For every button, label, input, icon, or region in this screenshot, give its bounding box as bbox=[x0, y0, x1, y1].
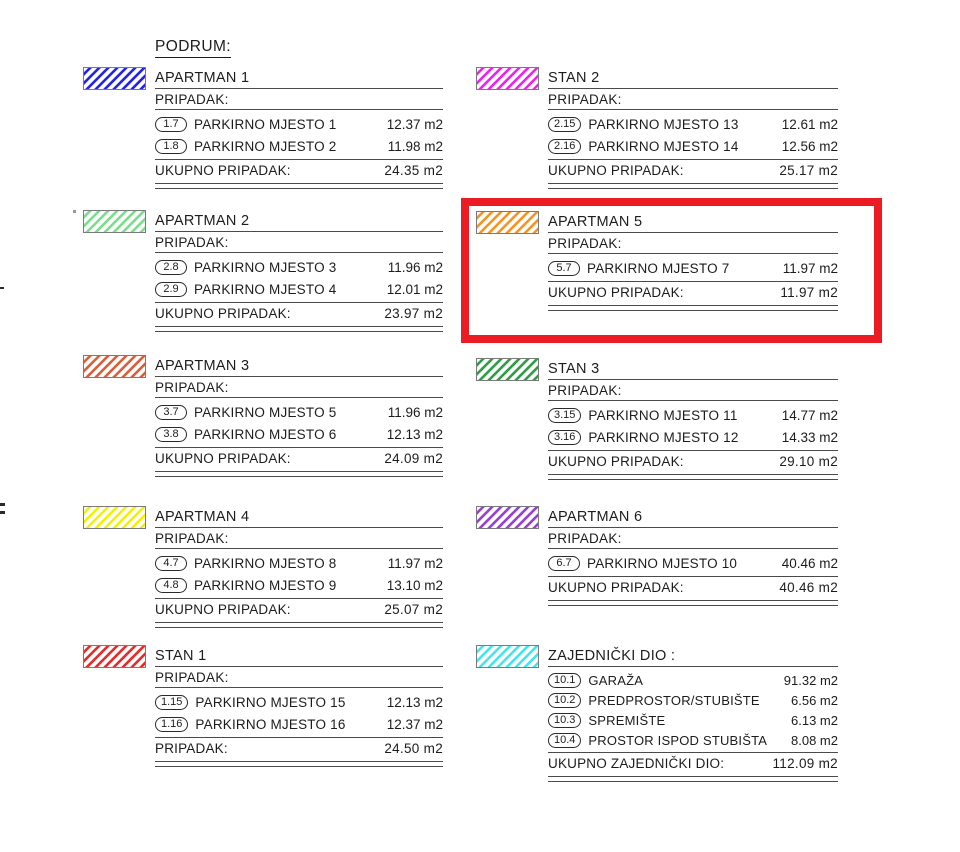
double-underline bbox=[155, 183, 443, 189]
section-title: STAN 2 bbox=[548, 70, 838, 89]
row-label: PARKIRNO MJESTO 12 bbox=[588, 429, 739, 445]
table-row bbox=[548, 710, 838, 730]
table-row bbox=[155, 713, 443, 735]
hatch-swatch-apartman-5 bbox=[476, 211, 539, 234]
row-label: PARKIRNO MJESTO 13 bbox=[588, 116, 739, 132]
unit-rows bbox=[155, 552, 443, 596]
table-row bbox=[155, 401, 443, 423]
row-label: PARKIRNO MJESTO 4 bbox=[194, 281, 337, 297]
table-row bbox=[155, 113, 443, 135]
row-label: PREDPROSTOR/STUBIŠTE bbox=[588, 692, 760, 708]
hatch-swatch-apartman-2 bbox=[83, 210, 146, 233]
total-row bbox=[155, 448, 443, 469]
hatch-swatch-apartman-4 bbox=[83, 506, 146, 529]
unit-number-badge: 6.7 bbox=[548, 556, 580, 571]
unit-number-badge: 2.8 bbox=[155, 260, 187, 275]
unit-number-badge: 1.7 bbox=[155, 117, 187, 132]
section-zajedni-ki-dio bbox=[548, 648, 838, 782]
table-row bbox=[548, 730, 838, 750]
row-area-value: 11.96 m2 bbox=[387, 259, 443, 275]
unit-rows bbox=[155, 401, 443, 445]
section-apartman-1 bbox=[155, 70, 443, 189]
row-label: PARKIRNO MJESTO 2 bbox=[194, 138, 337, 154]
table-row bbox=[155, 552, 443, 574]
unit-number-badge: 10.4 bbox=[548, 733, 581, 748]
table-row bbox=[548, 135, 838, 157]
total-area-value: 40.46 m2 bbox=[779, 580, 838, 595]
double-underline bbox=[548, 305, 838, 311]
section-apartman-3 bbox=[155, 358, 443, 477]
total-label: UKUPNO PRIPADAK: bbox=[155, 163, 291, 178]
hatch-swatch-stan-1 bbox=[83, 645, 146, 668]
table-row bbox=[155, 574, 443, 596]
total-row bbox=[548, 577, 838, 598]
hatch-swatch-stan-3 bbox=[476, 358, 539, 381]
unit-rows bbox=[155, 113, 443, 157]
row-label: PARKIRNO MJESTO 10 bbox=[587, 555, 738, 571]
unit-rows bbox=[548, 552, 838, 574]
pripadak-subheader: PRIPADAK: bbox=[548, 92, 838, 110]
row-area-value: 12.37 m2 bbox=[386, 716, 443, 732]
table-row bbox=[548, 404, 838, 426]
table-row bbox=[548, 257, 838, 279]
section-apartman-4 bbox=[155, 509, 443, 628]
row-area-value: 12.13 m2 bbox=[386, 694, 443, 710]
unit-number-badge: 5.7 bbox=[548, 261, 580, 276]
double-underline bbox=[155, 622, 443, 628]
unit-number-badge: 4.7 bbox=[155, 556, 187, 571]
row-area-value: 11.98 m2 bbox=[387, 138, 443, 154]
row-label: PARKIRNO MJESTO 16 bbox=[195, 716, 346, 732]
total-row bbox=[548, 753, 838, 774]
total-row bbox=[155, 738, 443, 759]
total-label: UKUPNO PRIPADAK: bbox=[548, 580, 684, 595]
unit-rows bbox=[548, 670, 838, 750]
section-stan-3 bbox=[548, 361, 838, 480]
table-row bbox=[548, 552, 838, 574]
row-label: PARKIRNO MJESTO 6 bbox=[194, 426, 337, 442]
total-area-value: 25.17 m2 bbox=[779, 163, 838, 178]
double-underline bbox=[155, 471, 443, 477]
hatch-swatch-apartman-1 bbox=[83, 67, 146, 90]
unit-number-badge: 10.2 bbox=[548, 693, 581, 708]
hatch-swatch-apartman-6 bbox=[476, 506, 539, 529]
total-row bbox=[155, 303, 443, 324]
row-area-value: 12.13 m2 bbox=[386, 426, 443, 442]
page-title: PODRUM: bbox=[155, 38, 231, 58]
total-label: UKUPNO ZAJEDNIČKI DIO: bbox=[548, 756, 725, 771]
unit-number-badge: 1.15 bbox=[155, 695, 188, 710]
row-label: PARKIRNO MJESTO 1 bbox=[194, 116, 337, 132]
edge-artifact bbox=[0, 503, 5, 506]
total-area-value: 112.09 m2 bbox=[772, 756, 838, 771]
pripadak-subheader: PRIPADAK: bbox=[155, 92, 443, 110]
row-label: PARKIRNO MJESTO 8 bbox=[194, 555, 337, 571]
total-label: UKUPNO PRIPADAK: bbox=[155, 451, 291, 466]
unit-number-badge: 2.9 bbox=[155, 282, 187, 297]
row-area-value: 11.97 m2 bbox=[387, 555, 443, 571]
unit-number-badge: 10.1 bbox=[548, 673, 581, 688]
row-label: PARKIRNO MJESTO 11 bbox=[588, 407, 738, 423]
pripadak-subheader: PRIPADAK: bbox=[155, 380, 443, 398]
row-label: PARKIRNO MJESTO 15 bbox=[195, 694, 346, 710]
row-label: PARKIRNO MJESTO 5 bbox=[194, 404, 337, 420]
row-label: PARKIRNO MJESTO 7 bbox=[587, 260, 730, 276]
row-area-value: 11.96 m2 bbox=[387, 404, 443, 420]
unit-rows bbox=[548, 257, 838, 279]
row-area-value: 40.46 m2 bbox=[781, 555, 838, 571]
total-row bbox=[155, 160, 443, 181]
double-underline bbox=[155, 326, 443, 332]
edge-artifact bbox=[73, 210, 76, 213]
section-apartman-5 bbox=[548, 214, 838, 311]
total-row bbox=[548, 160, 838, 181]
total-area-value: 25.07 m2 bbox=[384, 602, 443, 617]
section-title: APARTMAN 5 bbox=[548, 214, 838, 233]
table-row bbox=[548, 426, 838, 448]
row-area-value: 13.10 m2 bbox=[386, 577, 443, 593]
table-row bbox=[155, 256, 443, 278]
pripadak-subheader: PRIPADAK: bbox=[548, 383, 838, 401]
total-area-value: 24.50 m2 bbox=[384, 741, 443, 756]
unit-number-badge: 3.8 bbox=[155, 427, 187, 442]
total-label: UKUPNO PRIPADAK: bbox=[155, 306, 291, 321]
row-label: PARKIRNO MJESTO 14 bbox=[588, 138, 739, 154]
unit-number-badge: 1.8 bbox=[155, 139, 187, 154]
total-label: UKUPNO PRIPADAK: bbox=[548, 285, 684, 300]
total-area-value: 29.10 m2 bbox=[779, 454, 838, 469]
section-title: APARTMAN 6 bbox=[548, 509, 838, 528]
table-row bbox=[155, 278, 443, 300]
total-label: UKUPNO PRIPADAK: bbox=[155, 602, 291, 617]
table-row bbox=[155, 691, 443, 713]
row-area-value: 6.13 m2 bbox=[791, 712, 838, 728]
total-label: UKUPNO PRIPADAK: bbox=[548, 454, 684, 469]
double-underline bbox=[548, 776, 838, 782]
total-row bbox=[548, 451, 838, 472]
edge-artifact bbox=[0, 287, 4, 289]
section-title: STAN 1 bbox=[155, 648, 443, 667]
row-area-value: 12.01 m2 bbox=[386, 281, 443, 297]
pripadak-subheader: PRIPADAK: bbox=[548, 531, 838, 549]
section-apartman-6 bbox=[548, 509, 838, 606]
row-area-value: 14.77 m2 bbox=[781, 407, 838, 423]
pripadak-subheader: PRIPADAK: bbox=[155, 670, 443, 688]
unit-number-badge: 4.8 bbox=[155, 578, 187, 593]
total-label: PRIPADAK: bbox=[155, 741, 228, 756]
pripadak-subheader: PRIPADAK: bbox=[548, 236, 838, 254]
row-area-value: 11.97 m2 bbox=[782, 260, 838, 276]
row-label: PARKIRNO MJESTO 3 bbox=[194, 259, 337, 275]
unit-rows bbox=[155, 256, 443, 300]
row-label: PARKIRNO MJESTO 9 bbox=[194, 577, 337, 593]
double-underline bbox=[548, 600, 838, 606]
table-row bbox=[548, 670, 838, 690]
section-apartman-2 bbox=[155, 213, 443, 332]
unit-number-badge: 3.16 bbox=[548, 430, 581, 445]
pripadak-subheader: PRIPADAK: bbox=[155, 531, 443, 549]
double-underline bbox=[548, 183, 838, 189]
row-area-value: 12.37 m2 bbox=[386, 116, 443, 132]
edge-artifact bbox=[0, 511, 5, 514]
row-area-value: 8.08 m2 bbox=[791, 732, 838, 748]
hatch-swatch-zajedni-ki-dio bbox=[476, 645, 539, 668]
unit-number-badge: 3.7 bbox=[155, 405, 187, 420]
double-underline bbox=[155, 761, 443, 767]
row-area-value: 12.56 m2 bbox=[781, 138, 838, 154]
section-title: APARTMAN 2 bbox=[155, 213, 443, 232]
row-label: PROSTOR ISPOD STUBIŠTA bbox=[588, 732, 768, 748]
row-area-value: 91.32 m2 bbox=[783, 672, 838, 688]
row-label: GARAŽA bbox=[588, 672, 644, 688]
unit-number-badge: 3.15 bbox=[548, 408, 581, 423]
total-area-value: 23.97 m2 bbox=[384, 306, 443, 321]
unit-rows bbox=[155, 691, 443, 735]
section-title: APARTMAN 1 bbox=[155, 70, 443, 89]
unit-rows bbox=[548, 404, 838, 448]
table-row bbox=[155, 423, 443, 445]
hatch-swatch-stan-2 bbox=[476, 67, 539, 90]
unit-number-badge: 1.16 bbox=[155, 717, 188, 732]
section-stan-1 bbox=[155, 648, 443, 767]
row-area-value: 6.56 m2 bbox=[791, 692, 838, 708]
row-area-value: 12.61 m2 bbox=[781, 116, 838, 132]
unit-number-badge: 2.16 bbox=[548, 139, 581, 154]
row-label: SPREMIŠTE bbox=[588, 712, 666, 728]
total-label: UKUPNO PRIPADAK: bbox=[548, 163, 684, 178]
table-row bbox=[548, 113, 838, 135]
double-underline bbox=[548, 474, 838, 480]
hatch-swatch-apartman-3 bbox=[83, 355, 146, 378]
row-area-value: 14.33 m2 bbox=[781, 429, 838, 445]
total-area-value: 24.09 m2 bbox=[384, 451, 443, 466]
section-title: STAN 3 bbox=[548, 361, 838, 380]
section-title: APARTMAN 3 bbox=[155, 358, 443, 377]
section-title: APARTMAN 4 bbox=[155, 509, 443, 528]
total-area-value: 11.97 m2 bbox=[780, 285, 838, 300]
unit-number-badge: 10.3 bbox=[548, 713, 581, 728]
section-stan-2 bbox=[548, 70, 838, 189]
total-area-value: 24.35 m2 bbox=[384, 163, 443, 178]
section-title: ZAJEDNIČKI DIO : bbox=[548, 648, 838, 667]
total-row bbox=[548, 282, 838, 303]
total-row bbox=[155, 599, 443, 620]
table-row bbox=[548, 690, 838, 710]
pripadak-subheader: PRIPADAK: bbox=[155, 235, 443, 253]
unit-number-badge: 2.15 bbox=[548, 117, 581, 132]
table-row bbox=[155, 135, 443, 157]
unit-rows bbox=[548, 113, 838, 157]
